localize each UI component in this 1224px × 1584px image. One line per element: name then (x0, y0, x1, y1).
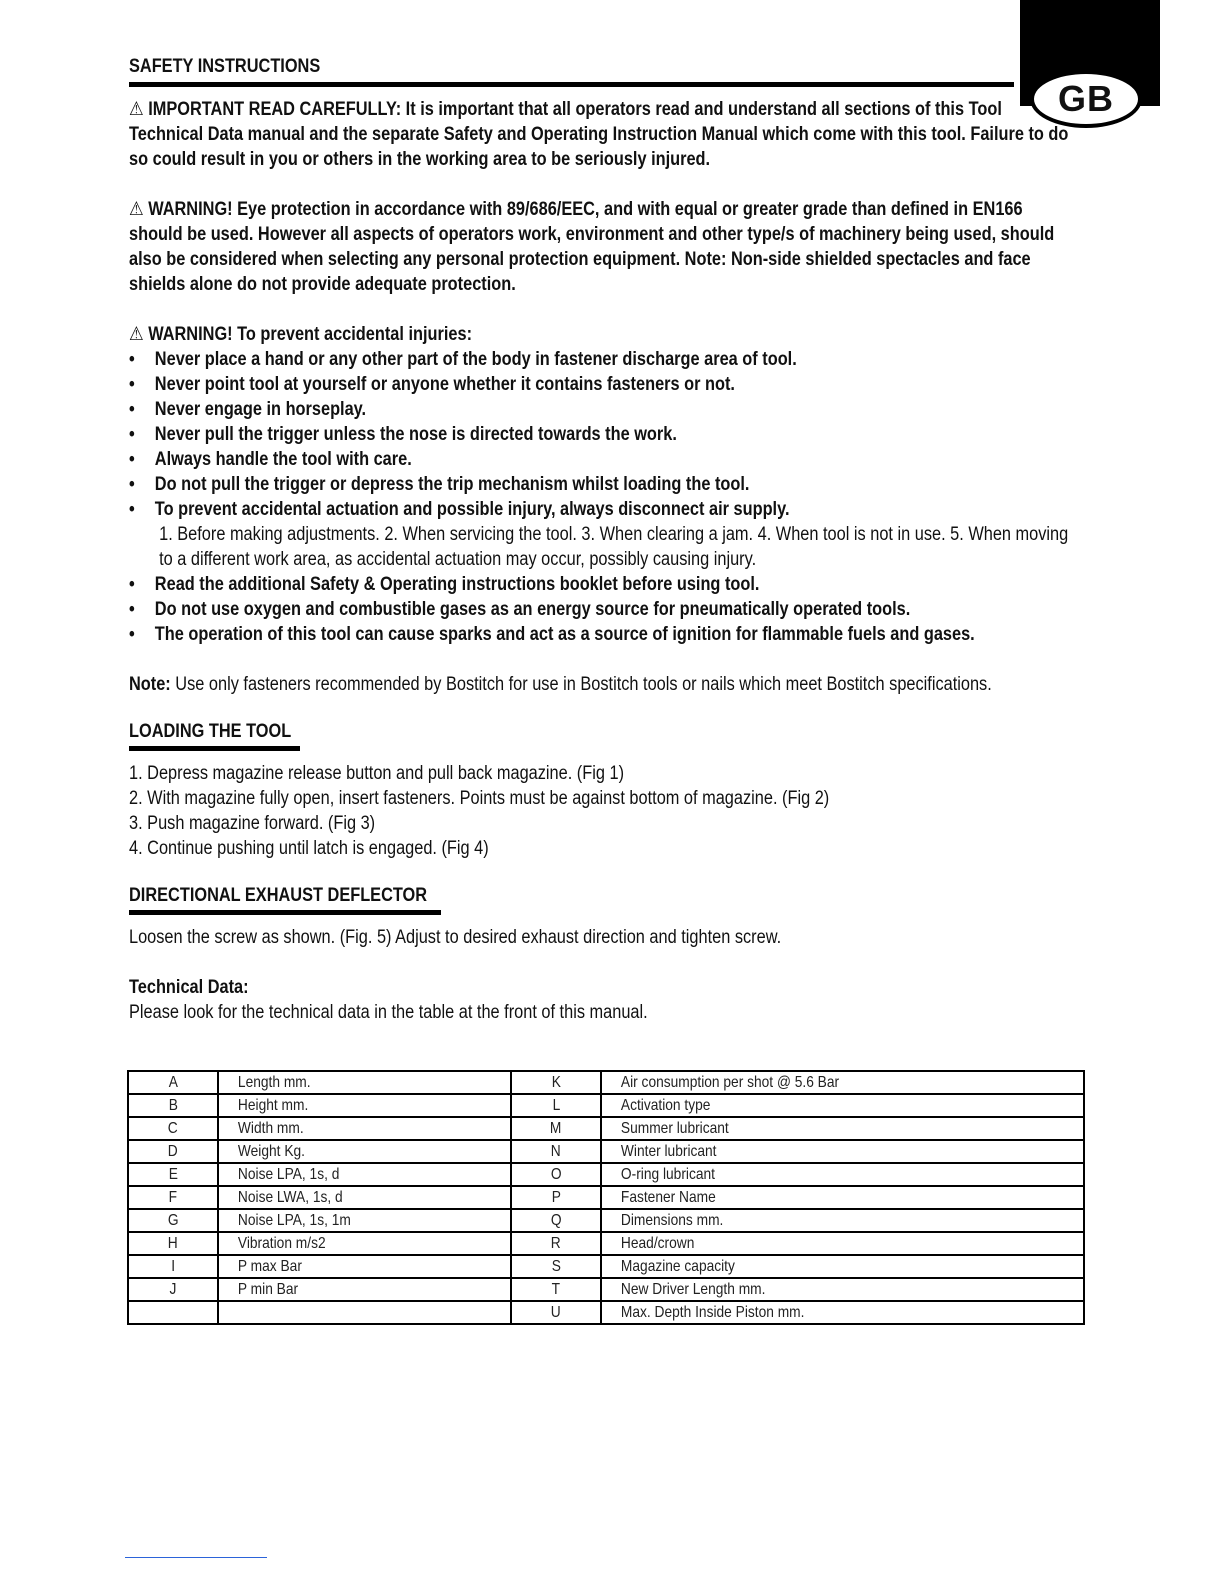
list-item: • Never pull the trigger unless the nose is directed towards the work. (129, 422, 1069, 447)
list-item: 4. Continue pushing until latch is engaged. (Fig 4) (129, 838, 489, 859)
cell-text: K (551, 1073, 561, 1091)
cell-text: B (168, 1096, 178, 1114)
table-code-cell (511, 1163, 601, 1186)
table-row (128, 1255, 1084, 1278)
exhaust-title: DIRECTIONAL EXHAUST DEFLECTOR (129, 885, 428, 906)
loading-heading (129, 721, 318, 751)
cell-text: A (168, 1073, 178, 1091)
cell-text: Vibration m/s2 (237, 1234, 326, 1252)
table-code-cell (511, 1186, 601, 1209)
table-row (128, 1071, 1084, 1094)
cell-text: P min Bar (237, 1280, 298, 1298)
table-code-cell (511, 1255, 601, 1278)
cell-text: Noise LPA, 1s, 1m (237, 1211, 351, 1229)
table-label-cell (601, 1140, 1084, 1163)
note-label: Note: (129, 674, 171, 695)
list-item: 3. Push magazine forward. (Fig 3) (129, 813, 376, 834)
table-label-cell (218, 1140, 511, 1163)
cell-text: L (552, 1096, 560, 1114)
table-row (128, 1278, 1084, 1301)
table-body (128, 1071, 1084, 1324)
list-item: • Never engage in horseplay. (129, 397, 1069, 422)
table-label-cell (601, 1255, 1084, 1278)
cell-text: C (167, 1119, 178, 1137)
table-label-cell (601, 1094, 1084, 1117)
cell-text: Width mm. (237, 1119, 304, 1137)
table-label-cell (601, 1209, 1084, 1232)
heading-rule (129, 82, 1014, 87)
cell-text: E (168, 1165, 178, 1183)
cell-text: P (551, 1188, 561, 1206)
table-label-cell (601, 1071, 1084, 1094)
cell-text: Activation type (620, 1096, 711, 1114)
list-item: • Never place a hand or any other part of the body in fastener discharge area of tool. (129, 347, 1069, 372)
cell-text: Magazine capacity (620, 1257, 735, 1275)
cell-text: Noise LPA, 1s, d (237, 1165, 340, 1183)
list-item: • Never point tool at yourself or anyone whether it contains fasteners or not. (129, 372, 1069, 397)
eye-protection-warning: ⚠ WARNING! Eye protection in accordance with 89/686/EEC, and with equal or greater grade than defined in EN166 should be used. However all aspects of operators work, environment and other type/s of machinery being used, should also be considered when selecting any personal protection equipment. Note: Non-side shielded spectacles and face shields alone do not provide adequate protection. (129, 199, 1055, 295)
table-row (128, 1209, 1084, 1232)
disconnect-conditions: 1. Before making adjustments. 2. When servicing the tool. 3. When clearing a jam. 4. When tool is not in use. 5. When moving to a different work area, as accidental actuation may occur, possibly causing injury. (159, 524, 1069, 570)
table-label-cell (218, 1117, 511, 1140)
cell-text: Winter lubricant (620, 1142, 717, 1160)
cell-text: Length mm. (237, 1073, 311, 1091)
table-label-cell (218, 1301, 511, 1324)
table-label-cell (218, 1094, 511, 1117)
technical-section (129, 975, 1069, 1025)
table-code-cell (128, 1278, 218, 1301)
footer-line (125, 1557, 267, 1558)
cell-text: Max. Depth Inside Piston mm. (620, 1303, 805, 1321)
fastener-note (129, 672, 1069, 697)
table-label-cell (218, 1163, 511, 1186)
note-text: Use only fasteners recommended by Bostitch for use in Bostitch tools or nails which meet Bostitch specifications. (175, 674, 992, 695)
loading-steps (129, 761, 1069, 861)
exhaust-heading (129, 885, 476, 915)
safety-bullet-list (129, 347, 1069, 522)
table-code-cell (511, 1140, 601, 1163)
list-item: • Do not use oxygen and combustible gases as an energy source for pneumatically operated tools. (129, 597, 1069, 622)
injury-warning-title: ⚠ WARNING! To prevent accidental injuries: (129, 324, 473, 345)
table-row (128, 1186, 1084, 1209)
table-code-cell (128, 1094, 218, 1117)
table-code-cell (511, 1209, 601, 1232)
cell-text: G (167, 1211, 179, 1229)
list-item: • Read the additional Safety & Operating instructions booklet before using tool. (129, 572, 1069, 597)
table-code-cell (128, 1163, 218, 1186)
table-row (128, 1140, 1084, 1163)
cell-text: Air consumption per shot @ 5.6 Bar (620, 1073, 839, 1091)
table-code-cell (128, 1301, 218, 1324)
table-code-cell (128, 1186, 218, 1209)
safety-heading (129, 56, 1069, 87)
list-item: • The operation of this tool can cause sparks and act as a source of ignition for flammable fuels and gases. (129, 622, 1069, 647)
table-label-cell (218, 1209, 511, 1232)
cell-text: P max Bar (237, 1257, 302, 1275)
table-row (128, 1117, 1084, 1140)
table-label-cell (601, 1163, 1084, 1186)
cell-text: M (550, 1119, 562, 1137)
list-item: 1. Depress magazine release button and pull back magazine. (Fig 1) (129, 763, 625, 784)
cell-text: I (170, 1257, 175, 1275)
table-row (128, 1163, 1084, 1186)
loading-title: LOADING THE TOOL (129, 721, 292, 742)
table-code-cell (511, 1094, 601, 1117)
safety-title: SAFETY INSTRUCTIONS (129, 56, 321, 77)
cell-text: Q (550, 1211, 562, 1229)
cell-text: F (168, 1188, 178, 1206)
technical-text: Please look for the technical data in the table at the front of this manual. (129, 1002, 648, 1023)
cell-text: N (550, 1142, 561, 1160)
list-item: 2. With magazine fully open, insert fasteners. Points must be against bottom of magazine. (Fig 2) (129, 788, 830, 809)
technical-title: Technical Data: (129, 977, 249, 998)
table-code-cell (128, 1209, 218, 1232)
cell-text: S (551, 1257, 561, 1275)
table-label-cell (601, 1186, 1084, 1209)
table-label-cell (601, 1232, 1084, 1255)
table-label-cell (218, 1232, 511, 1255)
cell-text: Height mm. (237, 1096, 308, 1114)
table-label-cell (218, 1071, 511, 1094)
technical-data-table (127, 1070, 1085, 1325)
table-code-cell (511, 1278, 601, 1301)
list-item: • To prevent accidental actuation and possible injury, always disconnect air supply. (129, 497, 1069, 522)
cell-text: O (550, 1165, 562, 1183)
important-notice: ⚠ IMPORTANT READ CAREFULLY: It is important that all operators read and understand all sections of this Tool Technical Data manual and the separate Safety and Operating Instruction Manual which come with this tool. Failure to do so could result in you or others in the working area to be seriously injured. (129, 99, 1069, 170)
table-code-cell (128, 1117, 218, 1140)
table-label-cell (218, 1255, 511, 1278)
cell-text: Noise LWA, 1s, d (237, 1188, 343, 1206)
list-item: • Always handle the tool with care. (129, 447, 1069, 472)
safety-bullet-list-continued (129, 572, 1069, 647)
cell-text: H (167, 1234, 178, 1252)
cell-text: Weight Kg. (237, 1142, 305, 1160)
table-label-cell (601, 1301, 1084, 1324)
cell-text: U (550, 1303, 561, 1321)
table-label-cell (601, 1117, 1084, 1140)
exhaust-text: Loosen the screw as shown. (Fig. 5) Adjust to desired exhaust direction and tighten screw. (129, 927, 782, 948)
cell-text: Summer lubricant (620, 1119, 729, 1137)
table-code-cell (128, 1140, 218, 1163)
cell-text: O-ring lubricant (620, 1165, 715, 1183)
table-code-cell (128, 1071, 218, 1094)
table-row (128, 1094, 1084, 1117)
heading-underline (129, 746, 300, 751)
cell-text: T (551, 1280, 561, 1298)
cell-text: J (169, 1280, 177, 1298)
injury-warning (129, 322, 1069, 647)
table-code-cell (511, 1232, 601, 1255)
table-code-cell (511, 1071, 601, 1094)
table-row (128, 1232, 1084, 1255)
table-label-cell (218, 1278, 511, 1301)
language-badge: GB (1030, 70, 1142, 128)
table-code-cell (511, 1301, 601, 1324)
cell-text: Head/crown (620, 1234, 695, 1252)
table-code-cell (511, 1117, 601, 1140)
cell-text: D (167, 1142, 178, 1160)
list-item: • Do not pull the trigger or depress the trip mechanism whilst loading the tool. (129, 472, 1069, 497)
table-code-cell (128, 1255, 218, 1278)
manual-page (129, 56, 1069, 1025)
cell-text: Fastener Name (620, 1188, 716, 1206)
cell-text: R (550, 1234, 561, 1252)
cell-text: New Driver Length mm. (620, 1280, 766, 1298)
table-label-cell (601, 1278, 1084, 1301)
heading-underline (129, 910, 441, 915)
cell-text: Dimensions mm. (620, 1211, 724, 1229)
table-label-cell (218, 1186, 511, 1209)
table-row (128, 1301, 1084, 1324)
table-code-cell (128, 1232, 218, 1255)
